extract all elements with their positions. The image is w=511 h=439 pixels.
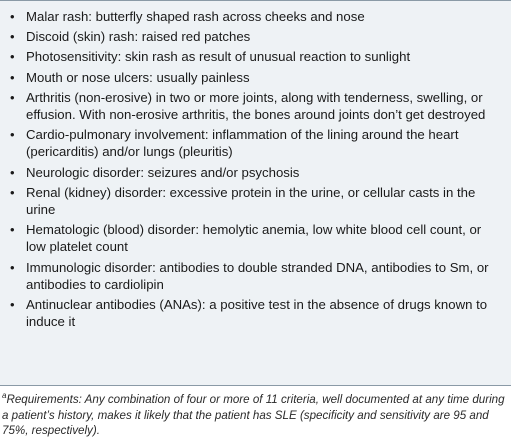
criterion-text: Cardio-pulmonary involvement: inflammation of the lining around the heart (pericarditis) and/or lungs (pleuritis) — [26, 127, 459, 160]
criterion-text: Immunologic disorder: antibodies to double stranded DNA, antibodies to Sm, or antibodies to cardiolipin — [26, 259, 489, 292]
criterion-text: Neurologic disorder: seizures and/or psychosis — [26, 164, 300, 180]
list-item — [10, 258, 501, 295]
footnote-text: Requirements: Any combination of four or more of 11 criteria, well documented at any time during a patient’s history, makes it likely that the patient has SLE (specificity and sensitivity are 95 and 75%, respectively). — [2, 393, 505, 437]
criterion-text: Discoid (skin) rash: raised red patches — [26, 29, 251, 45]
bullet-icon: • — [10, 29, 15, 45]
criterion-text: Photosensitivity: skin rash as result of unusual reaction to sunlight — [26, 49, 411, 65]
list-item — [10, 183, 501, 220]
list-item — [10, 27, 501, 47]
criterion-text: Antinuclear antibodies (ANAs): a positive test in the absence of drugs known to induce it — [26, 297, 488, 330]
list-item — [10, 7, 501, 27]
list-item — [10, 88, 501, 125]
list-item — [10, 125, 501, 162]
bullet-icon: • — [10, 222, 15, 238]
criterion-text: Mouth or nose ulcers: usually painless — [26, 69, 250, 85]
list-item — [10, 47, 501, 67]
bullet-icon: • — [10, 9, 15, 24]
criteria-list — [10, 7, 501, 332]
bullet-icon: • — [10, 184, 15, 200]
bullet-icon: • — [10, 297, 15, 313]
table-footnote — [0, 392, 511, 439]
list-item — [10, 220, 501, 257]
bullet-icon: • — [10, 69, 15, 85]
criterion-text: Arthritis (non-erosive) in two or more joints, along with tenderness, swelling, or effusion. With non-erosive arthritis, the bones around joints don’t get destroyed — [26, 89, 486, 123]
bullet-icon: • — [10, 164, 15, 180]
criterion-text: Malar rash: butterfly shaped rash across cheeks and nose — [26, 9, 365, 24]
footnote-marker: a — [2, 391, 7, 401]
criterion-text: Hematologic (blood) disorder: hemolytic anemia, low white blood cell count, or low platelet count — [26, 222, 482, 255]
list-item — [10, 68, 501, 88]
bullet-icon: • — [10, 49, 15, 65]
criterion-text: Renal (kidney) disorder: excessive protein in the urine, or cellular casts in the urine — [26, 184, 476, 218]
list-item — [10, 163, 501, 183]
list-item — [10, 295, 501, 332]
bullet-icon: • — [10, 127, 15, 143]
bullet-icon: • — [10, 259, 15, 275]
bullet-icon: • — [10, 89, 15, 105]
